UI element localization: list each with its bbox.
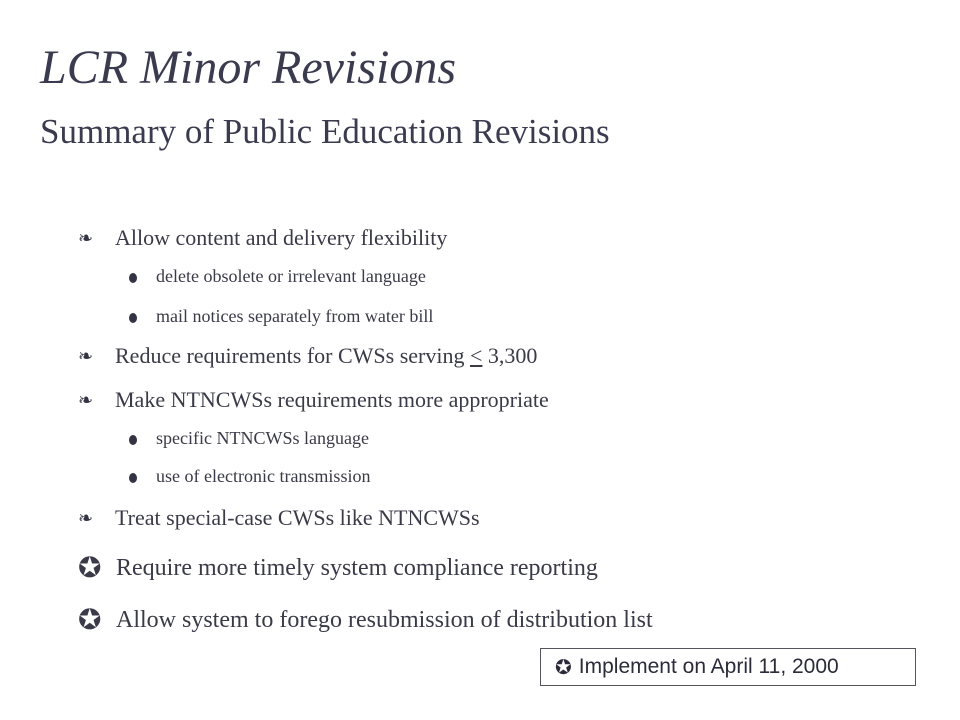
dot-icon <box>129 473 137 483</box>
star-bullet-text: Allow system to forego resubmission of distribution list <box>116 607 653 633</box>
bullet-content-flexibility <box>78 227 447 249</box>
star-bullet-compliance-reporting <box>78 555 598 583</box>
less-than-or-equal-symbol: < <box>469 343 483 368</box>
sub-bullet-text: delete obsolete or irrelevant language <box>156 266 426 286</box>
sub-bullet-text: specific NTNCWSs language <box>156 428 369 448</box>
slide-title: LCR Minor Revisions <box>40 41 456 94</box>
sub-bullet-delete-obsolete <box>129 267 426 285</box>
bullet-ntncwss-requirements <box>78 389 549 411</box>
sub-bullet-ntncwss-language <box>129 429 369 447</box>
fleuron-icon: ❧ <box>78 346 94 366</box>
circled-star-icon: ✪ <box>78 605 102 636</box>
fleuron-icon: ❧ <box>78 228 94 248</box>
star-bullet-text: Require more timely system compliance reporting <box>116 555 598 581</box>
circled-star-icon: ✪ <box>78 553 102 584</box>
implement-date-callout <box>540 648 916 686</box>
star-bullet-distribution-list <box>78 607 653 635</box>
fleuron-icon: ❧ <box>78 508 94 528</box>
bullet-special-case-cwss <box>78 507 480 529</box>
sub-bullet-mail-notices <box>129 307 433 325</box>
dot-icon <box>129 273 137 283</box>
sub-bullet-text: use of electronic transmission <box>156 466 371 486</box>
bullet-text: Treat special-case CWSs like NTNCWSs <box>115 505 480 530</box>
sub-bullet-text: mail notices separately from water bill <box>156 306 434 326</box>
bullet-reduce-requirements <box>78 345 537 367</box>
bullet-text: Make NTNCWSs requirements more appropriate <box>115 387 549 412</box>
bullet-text-after: 3,300 <box>482 343 538 368</box>
circled-star-icon: ✪ <box>555 656 572 679</box>
bullet-text: Allow content and delivery flexibility <box>115 225 448 250</box>
sub-bullet-electronic-transmission <box>129 467 370 485</box>
bullet-text-before: Reduce requirements for CWSs serving <box>115 343 470 368</box>
fleuron-icon: ❧ <box>78 390 94 410</box>
callout-text: Implement on April 11, 2000 <box>578 655 839 678</box>
dot-icon <box>129 313 137 323</box>
dot-icon <box>129 435 137 445</box>
slide-subtitle: Summary of Public Education Revisions <box>40 112 610 151</box>
